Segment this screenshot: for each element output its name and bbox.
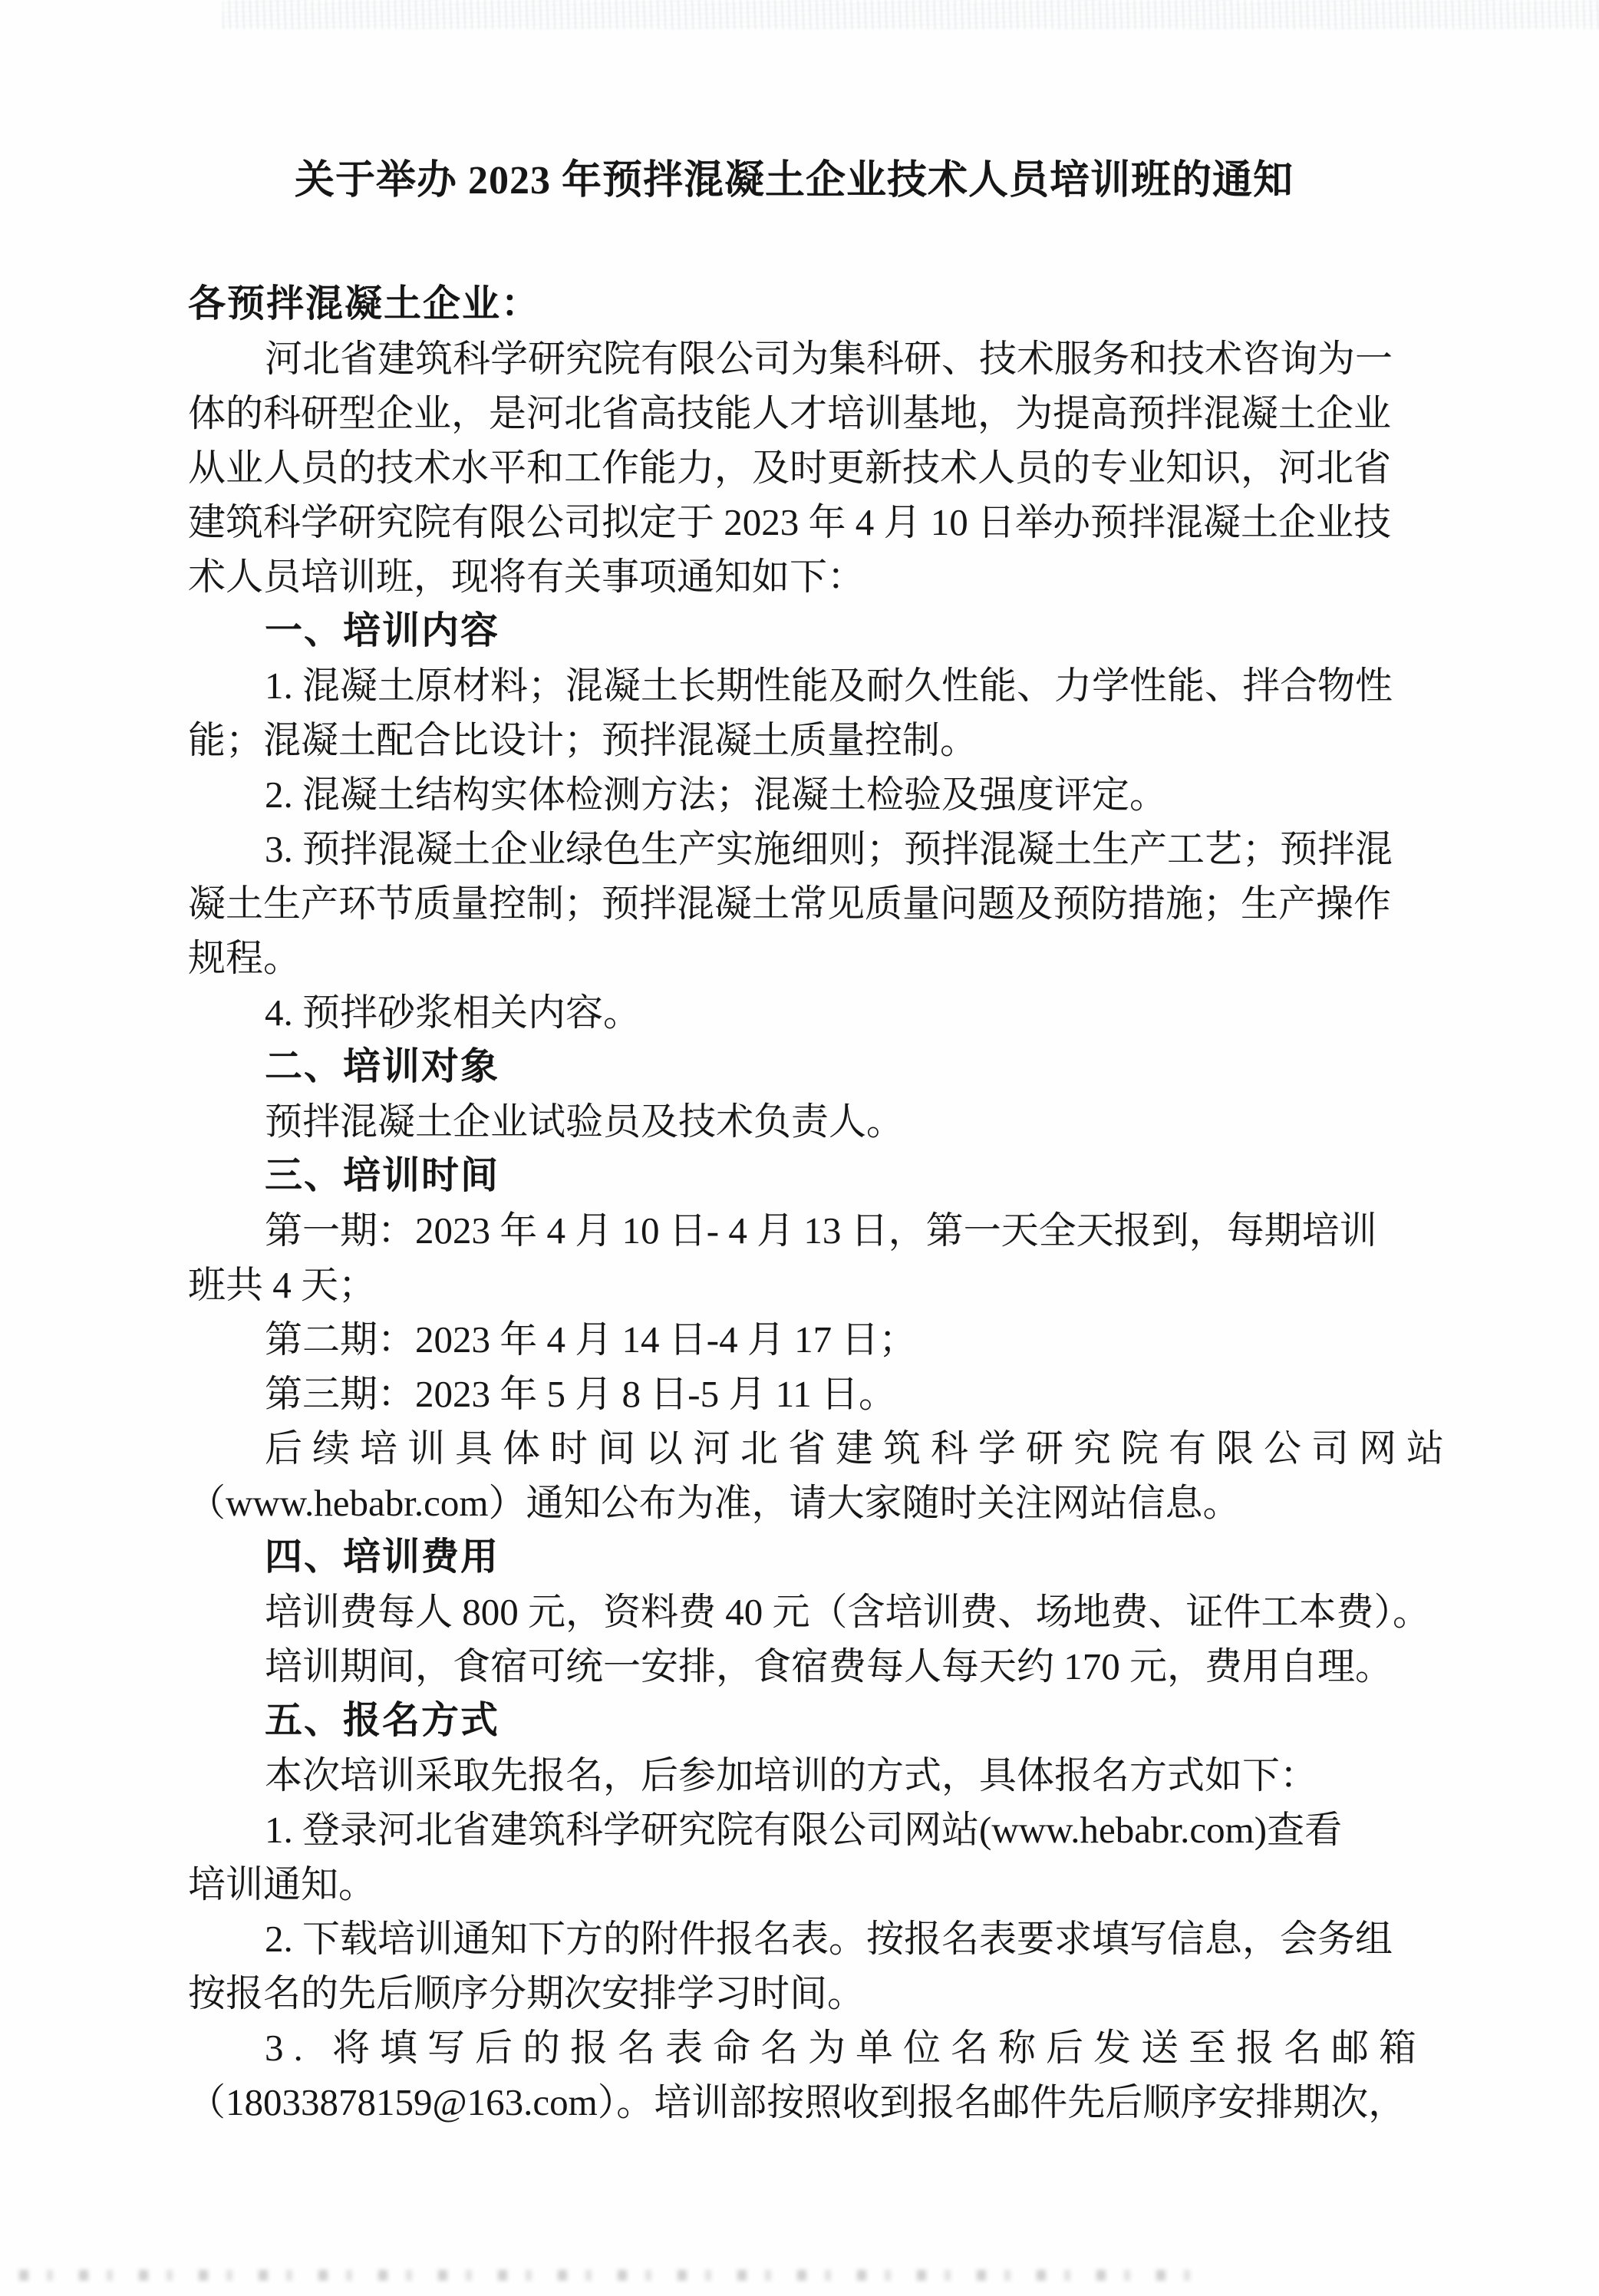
intro-line: 河北省建筑科学研究院有限公司为集科研、技术服务和技术咨询为一 <box>265 338 1393 380</box>
session-1-line: 第一期：2023 年 4 月 10 日- 4 月 13 日，第一天全天报到，每期培训 <box>265 1209 1377 1252</box>
audience-line: 预拌混凝土企业试验员及技术负责人。 <box>265 1100 905 1143</box>
content-item-2-line: 2. 混凝土结构实体检测方法；混凝土检验及强度评定。 <box>265 774 1168 816</box>
intro-line: 从业人员的技术水平和工作能力，及时更新技术人员的专业知识，河北省 <box>188 447 1392 489</box>
registration-step-2-line: 按报名的先后顺序分期次安排学习时间。 <box>188 1972 865 2014</box>
intro-line: 体的科研型企业，是河北省高技能人才培训基地，为提高预拌混凝土企业 <box>188 392 1392 434</box>
scan-noise-bottom-artifact <box>19 2270 1201 2281</box>
document-content <box>188 153 1455 2129</box>
website-line: （www.hebabr.com）通知公布为准，请大家随时关注网站信息。 <box>188 1482 1241 1524</box>
salutation: 各预拌混凝土企业： <box>188 283 541 325</box>
content-item-4-line: 4. 预拌砂浆相关内容。 <box>265 991 641 1034</box>
section-heading-training-fee: 四、培训费用 <box>265 1536 500 1578</box>
intro-line: 术人员培训班，现将有关事项通知如下： <box>188 556 865 598</box>
registration-intro-line: 本次培训采取先报名，后参加培训的方式，具体报名方式如下： <box>265 1754 1318 1796</box>
scan-noise-top-artifact <box>223 0 1599 29</box>
session-3-line: 第三期：2023 年 5 月 8 日-5 月 11 日。 <box>265 1373 896 1415</box>
content-item-3-line: 凝土生产环节质量控制；预拌混凝土常见质量问题及预防措施；生产操作 <box>188 882 1392 925</box>
registration-step-1-line: 培训通知。 <box>188 1863 377 1905</box>
lodging-fee-line: 培训期间，食宿可统一安排，食宿费每人每天约 170 元，费用自理。 <box>265 1645 1393 1687</box>
section-heading-training-content: 一、培训内容 <box>265 610 500 652</box>
content-item-3-line: 规程。 <box>188 937 302 979</box>
registration-step-3-line: 3. 将填写后的报名表命名为单位名称后发送至报名邮箱 <box>265 2027 1427 2069</box>
content-item-3-line: 3. 预拌混凝土企业绿色生产实施细则；预拌混凝土生产工艺；预拌混 <box>265 828 1393 870</box>
session-2-line: 第二期：2023 年 4 月 14 日-4 月 17 日； <box>265 1318 917 1361</box>
session-1-line: 班共 4 天； <box>188 1264 377 1306</box>
page-title: 关于举办 2023 年预拌混凝土企业技术人员培训班的通知 <box>294 159 1294 203</box>
content-item-1-line: 1. 混凝土原材料；混凝土长期性能及耐久性能、力学性能、拌合物性 <box>265 665 1393 707</box>
content-item-1-line: 能；混凝土配合比设计；预拌混凝土质量控制。 <box>188 719 978 761</box>
registration-step-1-line: 1. 登录河北省建筑科学研究院有限公司网站(www.hebabr.com)查看 <box>265 1809 1343 1851</box>
section-heading-training-time: 三、培训时间 <box>265 1155 500 1196</box>
followup-schedule-line: 后续培训具体时间以河北省建筑科学研究院有限公司网站 <box>265 1427 1455 1470</box>
section-heading-training-audience: 二、培训对象 <box>265 1046 500 1087</box>
intro-line: 建筑科学研究院有限公司拟定于 2023 年 4 月 10 日举办预拌混凝土企业技 <box>188 501 1392 543</box>
registration-step-2-line: 2. 下载培训通知下方的附件报名表。按报名表要求填写信息，会务组 <box>265 1918 1393 1960</box>
registration-email-line: （18033878159@163.com）。培训部按照收到报名邮件先后顺序安排期次， <box>188 2081 1406 2123</box>
fee-line: 培训费每人 800 元，资料费 40 元（含培训费、场地费、证件工本费）。 <box>265 1591 1431 1633</box>
section-heading-registration: 五、报名方式 <box>265 1700 500 1741</box>
